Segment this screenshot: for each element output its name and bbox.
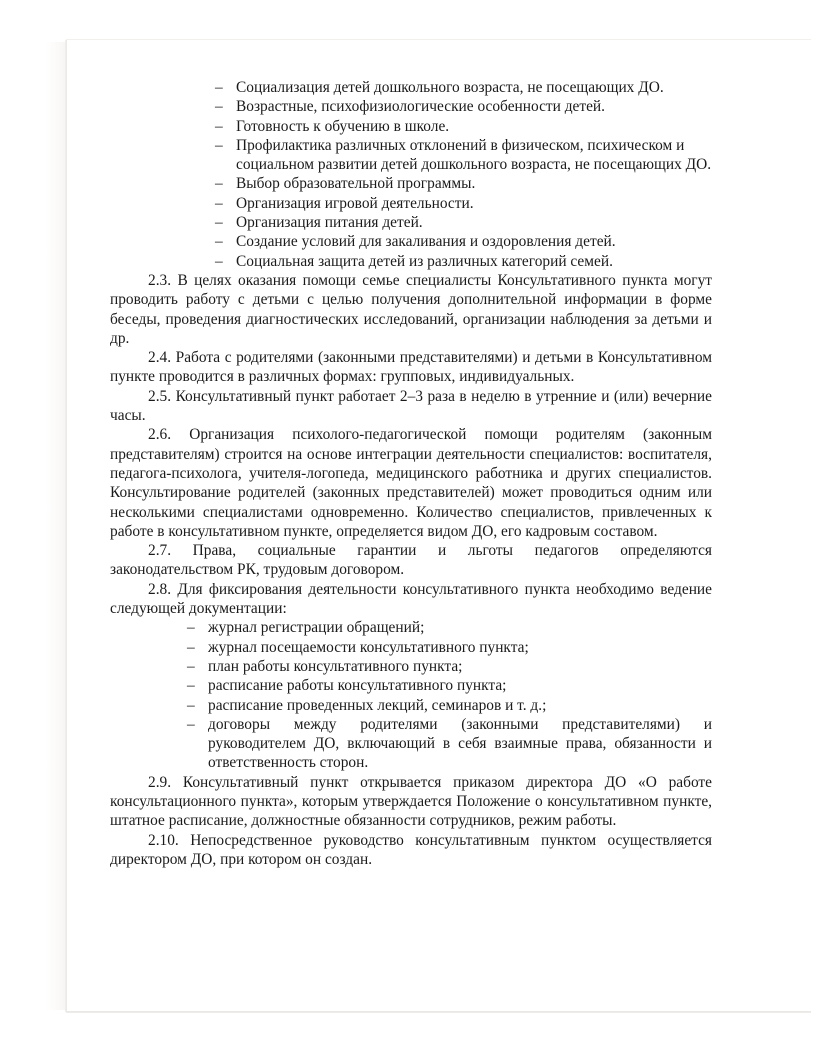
list-item xyxy=(215,174,712,193)
list-item-label: журнал регистрации обращений; xyxy=(208,619,425,637)
documentation-bullet-list xyxy=(187,618,712,714)
clause-2-9-paragraph: 2.9. Консультативный пункт открывается приказом директора ДО «О работе консультационного пункта», которым утверждается Положение о консультативном пункте, штатное расписание, должностные обязанности сотрудников, режим работы. xyxy=(110,773,712,830)
clause-2-4-paragraph: 2.4. Работа с родителями (законными представителями) и детьми в Консультативном пункте проводится в различных формах: групповых, индивидуальных. xyxy=(110,349,712,386)
list-item-label: Профилактика различных отклонений в физическом, психическом и социальном развитии детей дошкольного возраста, не посещающих ДО. xyxy=(236,136,712,174)
list-item xyxy=(215,117,712,136)
list-item-label: Выбор образовательной программы. xyxy=(236,175,476,193)
dash-bullet-icon: – xyxy=(187,619,195,637)
dash-bullet-icon: – xyxy=(215,79,223,96)
scan-gutter-shadow xyxy=(46,42,68,1010)
list-item xyxy=(187,696,712,715)
document-text-body xyxy=(110,78,712,869)
aims-bullet-list xyxy=(215,78,712,271)
list-item-label: договоры между родителями (законными представителями) и руководителем ДО, включающий в себя взаимные права, обязанности и ответственность сторон. xyxy=(208,715,712,772)
dash-bullet-icon: – xyxy=(215,214,223,232)
list-item-label: Готовность к обучению в школе. xyxy=(236,117,450,135)
list-item xyxy=(187,657,712,676)
list-item-label: Социализация детей дошкольного возраста, не посещающих ДО. xyxy=(236,79,664,96)
clause-2-8-paragraph: 2.8. Для фиксирования деятельности консультативного пункта необходимо ведение следующей документации: xyxy=(110,580,712,618)
list-item xyxy=(215,194,712,213)
dash-bullet-icon: – xyxy=(187,715,195,733)
list-item-label: план работы консультативного пункта; xyxy=(208,657,463,675)
clause-2-3-paragraph: 2.3. В целях оказания помощи семье специалисты Консультативного пункта могут проводить работу с детьми с целью получения дополнительной информации в форме беседы, проведения диагностических исследований, организации наблюдения за детьми и др. xyxy=(110,271,712,347)
dash-bullet-icon: – xyxy=(187,638,195,656)
dash-bullet-icon: – xyxy=(187,696,195,714)
clause-2-7-paragraph: 2.7. Права, социальные гарантии и льготы педагогов определяются законодательством РК, трудовым договором. xyxy=(110,542,712,579)
list-item-label: Организация питания детей. xyxy=(236,214,423,232)
clause-2-10-paragraph: 2.10. Непосредственное руководство консультативным пунктом осуществляется директором ДО, при котором он создан. xyxy=(110,831,712,868)
list-item xyxy=(215,252,712,271)
contract-list-item xyxy=(187,715,712,773)
list-item-label: Создание условий для закаливания и оздоровления детей. xyxy=(236,233,616,251)
dash-bullet-icon: – xyxy=(215,252,223,270)
dash-bullet-icon: – xyxy=(215,117,223,135)
list-item-label: журнал посещаемости консультативного пункта; xyxy=(208,638,529,656)
list-item xyxy=(215,232,712,251)
dash-bullet-icon: – xyxy=(215,136,223,154)
list-item xyxy=(187,638,712,657)
dash-bullet-icon: – xyxy=(187,677,195,695)
list-item-label: Возрастные, психофизиологические особенности детей. xyxy=(236,98,606,116)
dash-bullet-icon: – xyxy=(215,233,223,251)
list-item xyxy=(187,618,712,637)
list-item xyxy=(187,676,712,695)
list-item-label: расписание работы консультативного пункта; xyxy=(208,677,507,695)
list-item xyxy=(215,136,712,175)
dash-bullet-icon: – xyxy=(215,98,223,116)
dash-bullet-icon: – xyxy=(215,194,223,212)
list-item xyxy=(215,97,712,116)
list-item xyxy=(215,78,712,97)
list-item-label: Организация игровой деятельности. xyxy=(236,194,474,212)
dash-bullet-icon: – xyxy=(187,657,195,675)
list-item-label: Социальная защита детей из различных категорий семей. xyxy=(236,252,613,270)
clause-2-6-paragraph: 2.6. Организация психолого-педагогической помощи родителям (законным представителям) строится на основе интеграции деятельности специалистов: воспитателя, педагога-психолога, учителя-логопеда, медицинского работника и других специалистов. Консультирование родителей (законных представителей) может проводиться одним или несколькими специалистами одновременно. Количество специалистов, привлеченных к работе в консультативном пункте, определяется видом ДО, его кадровым составом. xyxy=(110,426,712,540)
list-item xyxy=(215,213,712,232)
dash-bullet-icon: – xyxy=(215,175,223,193)
clause-2-5-paragraph: 2.5. Консультативный пункт работает 2–3 раза в неделю в утренние и (или) вечерние часы. xyxy=(110,387,712,425)
list-item-label: расписание проведенных лекций, семинаров и т. д.; xyxy=(208,696,547,714)
